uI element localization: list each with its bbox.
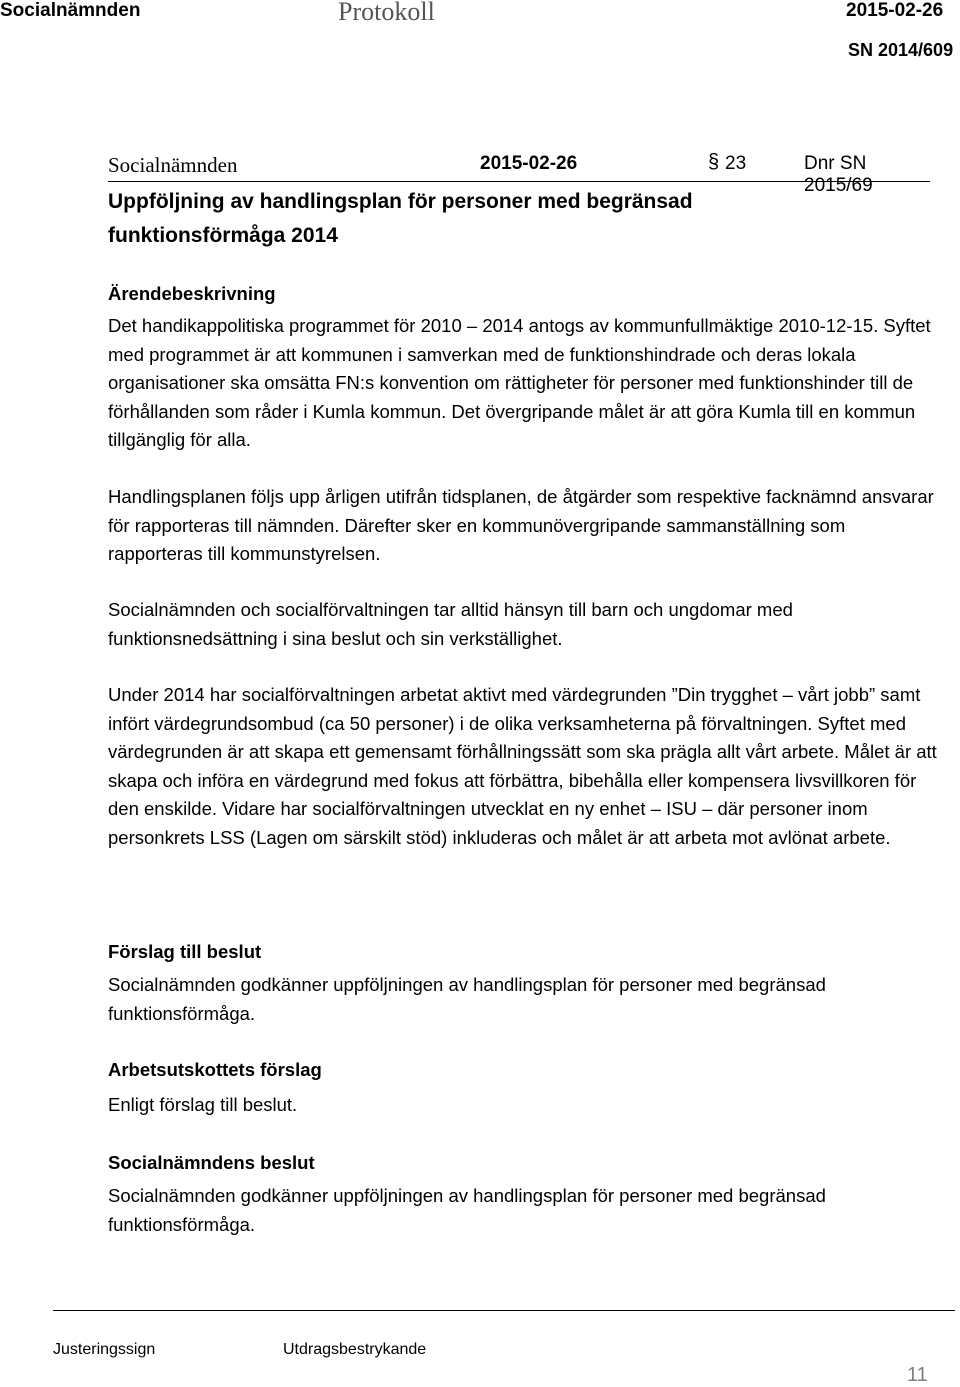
section-org: Socialnämnden [108, 153, 238, 177]
section-title-line2: funktionsförmåga 2014 [108, 224, 338, 247]
heading-proposal: Förslag till beslut [108, 941, 262, 962]
heading-committee: Arbetsutskottets förslag [108, 1059, 322, 1080]
page-number: 11 [907, 1364, 928, 1386]
paragraph-sign: § [708, 151, 720, 173]
footer-justeringssign: Justeringssign [53, 1341, 156, 1358]
paragraph-decision: Socialnämnden godkänner uppföljningen av handlingsplan för personer med begränsad funktionsförmåga. [108, 1185, 826, 1235]
section-header [108, 151, 930, 196]
section-title [108, 185, 928, 253]
section-date: 2015-02-26 [480, 153, 578, 174]
paragraph-4: Under 2014 har socialförvaltningen arbetat aktivt med värdegrunden ”Din trygghet – vårt jobb” samt infört värdegrundsombud (ca 50 personer) i de olika verksamheterna på förvaltningen. Syftet med värdegrunden är att skapa ett gemensamt förhållningssätt som ska prägla allt vårt arbete. Målet är att skapa och införa en värdegrund med fokus att förbättra, bibehålla eller kompensera livsvillkoren för den enskilde. Vidare har socialförvaltningen utvecklat en ny enhet – ISU – där personer inom personkrets LSS (Lagen om särskilt stöd) inkluderas och målet är att arbeta mot avlönat arbete. [108, 684, 937, 848]
paragraph-2: Handlingsplanen följs upp årligen utifrån tidsplanen, de åtgärder som respektive facknämnd ansvarar för rapporteras till nämnden. Därefter sker en kommunövergripande sammanställning som rapporteras till kommunstyrelsen. [108, 486, 934, 564]
paragraph-proposal: Socialnämnden godkänner uppföljningen av handlingsplan för personer med begränsad funktionsförmåga. [108, 974, 826, 1024]
paragraph-3: Socialnämnden och socialförvaltningen tar alltid hänsyn till barn och ungdomar med funktionsnedsättning i sina beslut och sin verkställighet. [108, 599, 793, 649]
header-doc-type: Protokoll [338, 0, 435, 26]
header-org: Socialnämnden [0, 0, 141, 21]
signature-line [53, 1310, 955, 1311]
paragraph-committee: Enligt förslag till beslut. [108, 1094, 298, 1115]
header-date: 2015-02-26 [846, 0, 944, 21]
heading-description: Ärendebeskrivning [108, 283, 276, 304]
section-dnr: Dnr SN 2015/69 [804, 153, 873, 196]
heading-decision: Socialnämndens beslut [108, 1152, 315, 1173]
section-title-line1: Uppföljning av handlingsplan för personer med begränsad [108, 190, 693, 213]
paragraph-1: Det handikappolitiska programmet för 2010 – 2014 antogs av kommunfullmäktige 2010-12-15. Syftet med programmet är att kommunen i samverkan med de funktionshindrade och deras lokala organisationer ska omsätta FN:s konvention om rättigheter för personer med funktionshinder till de förhållanden som råder i Kumla kommun. Det övergripande målet är att göra Kumla till en kommun tillgänglig för alla. [108, 315, 931, 450]
paragraph-number: 23 [725, 153, 747, 174]
footer-utdragsbestyrkande: Utdragsbestrykande [283, 1341, 427, 1358]
header-dnr: SN 2014/609 [848, 40, 954, 60]
